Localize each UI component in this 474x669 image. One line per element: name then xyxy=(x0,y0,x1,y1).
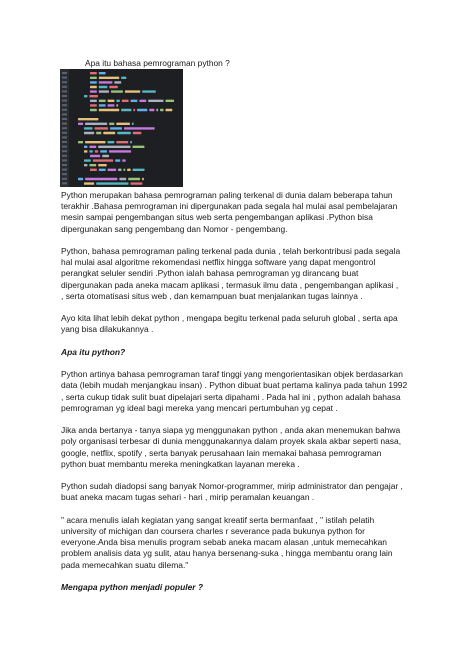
code-token xyxy=(103,132,115,134)
code-token xyxy=(149,109,154,111)
line-number xyxy=(62,159,67,161)
code-token xyxy=(84,146,87,148)
code-token xyxy=(78,178,83,180)
text-line: problem analisis data yg sulit, atau hanya bersenang-suka , hingga membantu orang lain xyxy=(61,548,393,559)
paragraph xyxy=(61,515,419,571)
code-token xyxy=(90,90,97,92)
code-token xyxy=(99,90,109,92)
line-number xyxy=(62,77,67,79)
code-token xyxy=(133,169,145,171)
line-number xyxy=(62,136,67,138)
paragraph-gap xyxy=(61,358,419,369)
code-token xyxy=(166,100,175,102)
code-token xyxy=(119,178,126,180)
code-token xyxy=(98,164,107,166)
code-token xyxy=(84,150,87,152)
code-token xyxy=(116,100,119,102)
line-number xyxy=(62,81,67,83)
code-token xyxy=(96,182,128,184)
line-number xyxy=(62,123,67,125)
code-token xyxy=(142,178,144,180)
code-token xyxy=(115,159,120,161)
text-line: terakhir .Bahasa pemrograman ini dipergunakan pada segala hal mulai asal pembelajaran xyxy=(61,201,398,212)
code-token xyxy=(99,86,108,88)
code-token xyxy=(148,100,163,102)
code-token xyxy=(78,123,83,125)
document-title: Apa itu bahasa pemrograman python ? xyxy=(85,58,230,68)
code-token xyxy=(90,81,97,83)
code-token xyxy=(89,164,96,166)
code-token xyxy=(99,81,113,83)
code-token xyxy=(124,127,155,129)
code-token xyxy=(85,178,117,180)
text-line: " acara menulis ialah kegiatan yang sangat kreatif serta bermanfaat , " istilah pelatih xyxy=(61,514,375,525)
text-line: yang bisa dilakukannya . xyxy=(61,324,154,335)
code-editor-screenshot xyxy=(60,69,183,187)
text-line: , serta otomatisasi situs web , dan kemampuan buat menjalankan tugas lainnya . xyxy=(61,290,363,301)
line-number xyxy=(62,132,67,134)
text-line: Python artinya bahasa pemrograman taraf tinggi yang mengorientasikan objek berdasarkan xyxy=(61,369,403,380)
line-number xyxy=(62,109,67,111)
section-heading xyxy=(61,347,419,358)
line-number xyxy=(62,155,67,157)
code-token xyxy=(133,146,145,148)
code-token xyxy=(84,127,93,129)
line-number xyxy=(62,118,67,120)
code-token xyxy=(109,86,118,88)
line-number xyxy=(62,150,67,152)
line-number xyxy=(62,86,67,88)
code-token xyxy=(108,104,115,106)
text-line: google, netflix, spotify , serta banyak perusahaan lain memakai bahasa pemrograman xyxy=(61,447,382,458)
line-number xyxy=(62,146,67,148)
text-line: , serta cukup tidak sulit buat dipelajari serta dipahami . Pada hal ini , python adalah bahasa xyxy=(61,391,401,402)
paragraph xyxy=(61,246,419,302)
code-token xyxy=(102,155,109,157)
code-token xyxy=(78,141,83,143)
code-token xyxy=(121,77,126,79)
code-token xyxy=(90,86,97,88)
line-number xyxy=(62,90,67,92)
code-token xyxy=(160,109,163,111)
code-token xyxy=(110,127,122,129)
paragraph xyxy=(61,481,419,503)
code-token xyxy=(99,169,106,171)
text-line: everyone.Anda bisa menulis program sebab aneka macam alasan ,untuk memecahkan xyxy=(61,537,387,548)
code-token xyxy=(132,123,134,125)
code-token xyxy=(85,123,107,125)
code-token xyxy=(100,150,107,152)
document-body xyxy=(61,190,419,593)
code-token xyxy=(166,109,173,111)
paragraph-gap xyxy=(61,336,419,347)
code-token xyxy=(84,164,87,166)
code-token xyxy=(99,104,106,106)
code-token xyxy=(109,150,131,152)
text-line: Python sudah diadopsi sang banyak Nomor-programmer, mirip administrator dan pengajar , xyxy=(61,481,403,492)
code-token xyxy=(108,169,117,171)
code-token xyxy=(139,100,146,102)
text-line: data (lebih mudah menjangkau insan) . Python dibuat buat pertama kalinya pada tahun 1992 xyxy=(61,380,408,391)
code-token xyxy=(117,132,131,134)
paragraph xyxy=(61,425,419,470)
code-token xyxy=(108,100,115,102)
code-token xyxy=(128,178,140,180)
text-line: Mengapa python menjadi populer ? xyxy=(61,581,204,592)
text-line: pemrograman yg ideal bagi mereka yang mencari pertumbuhan yg cepat . xyxy=(61,402,338,413)
line-number xyxy=(62,95,67,97)
paragraph-gap xyxy=(61,414,419,425)
text-line: Apa itu python? xyxy=(61,346,126,357)
code-token xyxy=(114,81,121,83)
code-token xyxy=(85,141,105,143)
code-token xyxy=(90,100,97,102)
code-token xyxy=(95,150,98,152)
code-token xyxy=(122,159,125,161)
code-token xyxy=(121,109,131,111)
code-token xyxy=(137,109,147,111)
code-token xyxy=(99,72,106,74)
code-token xyxy=(156,109,158,111)
code-token xyxy=(111,90,123,92)
code-token xyxy=(96,132,101,134)
line-number xyxy=(62,141,67,143)
code-token xyxy=(90,72,97,74)
code-token xyxy=(84,95,87,97)
code-token xyxy=(90,77,97,79)
code-token xyxy=(90,155,100,157)
text-line: Python merupakan bahasa pemrograman paling terkenal di dunia dalam beberapa tahun xyxy=(61,190,393,200)
code-token xyxy=(90,104,97,106)
code-token xyxy=(133,109,135,111)
code-token xyxy=(131,182,143,184)
code-token xyxy=(109,123,114,125)
paragraph xyxy=(61,369,419,414)
code-token xyxy=(118,169,121,171)
code-token xyxy=(124,169,126,171)
code-token xyxy=(90,109,97,111)
line-number xyxy=(62,113,67,115)
text-line: Python, bahasa pemrograman paling terkenal pada dunia , telah berkontribusi pada segala xyxy=(61,246,401,256)
code-token xyxy=(127,169,130,171)
code-token xyxy=(122,100,129,102)
text-line: buat aneka macam tugas sehari - hari , mirip peramalan keuangan . xyxy=(61,492,315,503)
line-number xyxy=(62,178,67,180)
text-line: mesin sampai pengembangan situs web serta pengembangan aplikasi .Python bisa xyxy=(61,212,373,223)
code-token xyxy=(89,95,98,97)
line-number xyxy=(62,127,67,129)
paragraph-gap xyxy=(61,235,419,246)
text-line: university of michigan dan coursera charles r severance pada bukunya python for xyxy=(61,525,365,536)
code-token xyxy=(99,100,106,102)
code-token xyxy=(142,90,156,92)
code-token xyxy=(98,146,130,148)
section-heading xyxy=(61,582,419,593)
code-token xyxy=(125,90,140,92)
line-number xyxy=(62,164,67,166)
text-line: perangkat seluler sendiri .Python ialah bahasa pemrograman yg dirancang buat xyxy=(61,268,359,279)
code-token xyxy=(116,141,128,143)
code-token xyxy=(84,182,94,184)
paragraph-gap xyxy=(61,302,419,313)
text-line: poly organisasi terbesar di dunia menggunakannya dalam proyek skala akbar seperti nasa, xyxy=(61,436,402,447)
text-line: dipergunakan sang pengembang dan Nomor - pengembang. xyxy=(61,223,288,234)
code-token xyxy=(108,141,115,143)
code-token xyxy=(78,118,98,120)
paragraph xyxy=(61,190,419,235)
line-number xyxy=(62,169,67,171)
text-line: Jika anda bertanya - tanya siapa yg menggunakan python , anda akan menemukan bahwa xyxy=(61,425,401,436)
line-number xyxy=(62,182,67,184)
code-token xyxy=(84,132,94,134)
paragraph xyxy=(61,313,419,335)
line-number xyxy=(62,100,67,102)
code-token xyxy=(133,132,142,134)
code-editor-icon xyxy=(60,69,183,187)
code-token xyxy=(130,141,132,143)
text-line: python buat membantu mereka meningkatkan layanan mereka . xyxy=(61,458,300,469)
text-line: pada memecahkan suatu dilema." xyxy=(61,559,189,570)
code-token xyxy=(116,104,118,106)
text-line: Ayo kita lihat lebih dekat python , mengapa begitu terkenal pada seluruh global , serta apa xyxy=(61,313,398,324)
code-token xyxy=(89,150,92,152)
paragraph-gap xyxy=(61,470,419,481)
code-token xyxy=(84,159,91,161)
code-token xyxy=(99,109,119,111)
code-token xyxy=(99,77,119,79)
code-token xyxy=(90,169,97,171)
text-line: hal mulai asal algoritme rekomendasi netflix hingga software yang dapat mengontrol xyxy=(61,257,376,268)
line-number xyxy=(62,104,67,106)
code-token xyxy=(95,127,109,129)
paragraph-gap xyxy=(61,504,419,515)
paragraph-gap xyxy=(61,571,419,582)
text-line: dipergunakan pada aneka macam aplikasi , termasuk ilmu data , pengembangan aplikasi , xyxy=(61,279,399,290)
line-number xyxy=(62,72,67,74)
code-token xyxy=(116,123,130,125)
code-token xyxy=(89,146,96,148)
line-number xyxy=(62,173,67,175)
code-token xyxy=(93,159,113,161)
code-token xyxy=(131,100,138,102)
